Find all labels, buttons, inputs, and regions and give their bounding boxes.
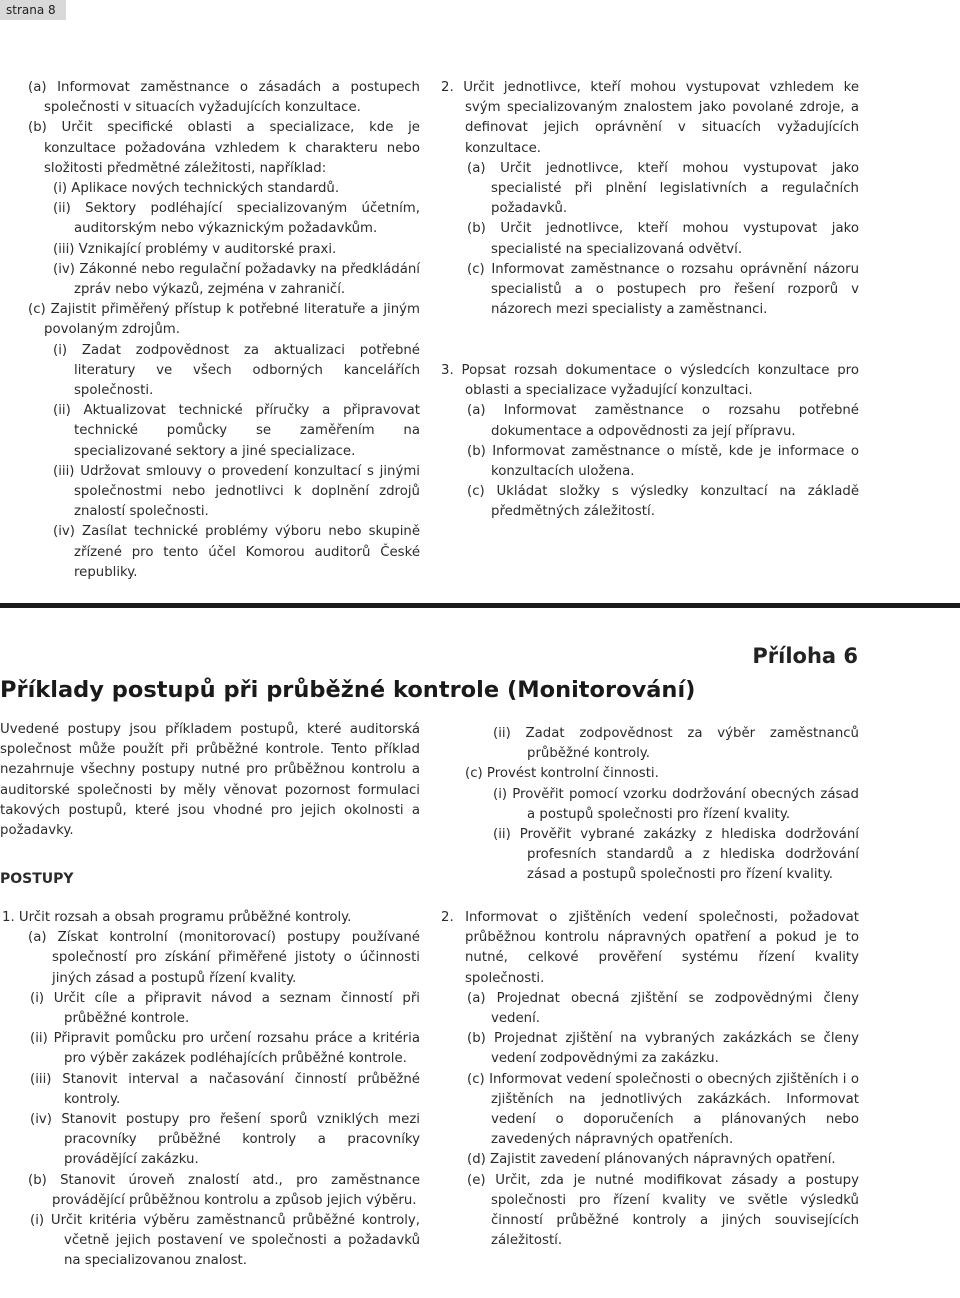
list-item: (c) Provést kontrolní činnosti. [465, 766, 659, 782]
list-item: (d) Zajistit zavedení plánovaných nápravných opatření. [467, 1152, 836, 1168]
list-item: (b) Projednat zjištění na vybraných zakázkách se členy vedení zodpovědnými za zakázku. [467, 1031, 859, 1067]
upper-right-column [441, 78, 859, 523]
list-item: (c) Informovat vedení společnosti o obecných zjištěních i o zjištěních na jednotlivých zakázkách. Informovat vedení o doporučeních a plánovaných nebo zavedených nápravných opatřeních. [467, 1071, 859, 1148]
list-item: (a) Získat kontrolní (monitorovací) postupy používané společností pro získání přiměřené jistoty o účinnosti jiných zásad a postupů řízení kvality. [28, 930, 420, 986]
list-item: (e) Určit, zda je nutné modifikovat zásady a postupy společnosti pro řízení kvality ve světle výsledků činností průběžné kontroly a jiných souvisejících záležitostí. [467, 1172, 859, 1249]
list-item: 2. Určit jednotlivce, kteří mohou vystupovat vzhledem ke svým specializovaným znalostem jako povolané zdroje, a definovat jejich oprávnění v situacích vyžadujících konzultace. [441, 80, 859, 156]
list-item [441, 334, 859, 348]
list-item: (ii) Prověřit vybrané zakázky z hlediska dodržování profesních standardů a z hlediska dodržování zásad a postupů společnosti pro řízení kvality. [493, 827, 859, 883]
lower-right-column [441, 908, 859, 1251]
list-item: (iii) Stanovit interval a načasování činností průběžné kontroly. [30, 1071, 420, 1107]
list-item: (i) Zadat zodpovědnost za aktualizaci potřebné literatury ve všech odborných kancelářích společnosti. [53, 342, 420, 399]
list-item: (i) Aplikace nových technických standardů. [53, 181, 340, 197]
page-number-tag: strana 8 [0, 0, 66, 20]
list-item: (iv) Zasílat technické problémy výboru nebo skupině zřízené pro tento účel Komorou auditorů České republiky. [53, 524, 420, 580]
list-item: (i) Určit cíle a připravit návod a seznam činností při průběžné kontrole. [30, 990, 420, 1027]
list-item: (ii) Sektory podléhající specializovaným účetním, auditorským nebo výkaznickým požadavkům. [53, 201, 420, 237]
section-divider [0, 603, 960, 608]
list-item: (c) Zajistit přiměřený přístup k potřebné literatuře a jiným povolaným zdrojům. [28, 302, 420, 338]
intro-column [0, 720, 420, 889]
list-item: (ii) Zadat zodpovědnost za výběr zaměstnanců průběžné kontroly. [493, 726, 859, 762]
list-item: 1. Určit rozsah a obsah programu průběžné kontroly. [2, 910, 352, 925]
procedures-heading: POSTUPY [0, 871, 74, 888]
appendix-label: Příloha 6 [752, 644, 858, 668]
list-item: (iii) Udržovat smlouvy o provedení konzultací s jinými společnostmi nebo jednotlivci k doplnění zdrojů znalostí společnosti. [53, 463, 420, 520]
section-title: Příklady postupů při průběžné kontrole (Monitorování) [0, 677, 696, 703]
list-item: (i) Určit kritéria výběru zaměstnanců průběžné kontroly, včetně jejich postavení ve společnosti a požadavků na specializovanou znalost. [30, 1213, 420, 1269]
list-item: (iv) Zákonné nebo regulační požadavky na předkládání zpráv nebo výkazů, zejména v zahraničí. [53, 261, 420, 298]
list-item: (iii) Vznikající problémy v auditorské praxi. [53, 241, 337, 257]
list-item: (a) Projednat obecná zjištění se zodpovědnými členy vedení. [467, 990, 859, 1027]
list-item: (c) Ukládat složky s výsledky konzultací na základě předmětných záležitostí. [467, 484, 859, 520]
list-item: (a) Určit jednotlivce, kteří mohou vystupovat jako specialisté při plnění legislativních a regulačních požadavků. [467, 160, 859, 217]
list-item: 2. Informovat o zjištěních vedení společnosti, požadovat průběžnou kontrolu nápravných opatření a pokud je to nutné, celkové prověření systému řízení kvality společnosti. [441, 910, 859, 986]
mid-right-column [465, 724, 859, 886]
list-item: (b) Určit specifické oblasti a specializace, kde je konzultace požadována vzhledem k charakteru nebo složitosti předmětné záležitosti, například: [28, 120, 420, 176]
lower-left-column [2, 908, 420, 1272]
list-item: (ii) Připravit pomůcku pro určení rozsahu práce a kritéria pro výběr zakázek podléhajících průběžné kontrole. [30, 1031, 420, 1067]
list-item: (b) Určit jednotlivce, kteří mohou vystupovat jako specialisté na specializovaná odvětví. [467, 221, 859, 257]
list-item: (a) Informovat zaměstnance o zásadách a postupech společnosti v situacích vyžadujících konzultace. [28, 80, 420, 116]
list-item: (ii) Aktualizovat technické příručky a připravovat technické pomůcky se zaměřením na specializované sektory a jiné specializace. [53, 403, 420, 459]
upper-left-column [28, 78, 420, 583]
list-item: (i) Prověřit pomocí vzorku dodržování obecných zásad a postupů společnosti pro řízení kvality. [493, 786, 859, 822]
list-item: (iv) Stanovit postupy pro řešení sporů vzniklých mezi pracovníky průběžné kontroly a pracovníky provádějící zakázku. [30, 1112, 420, 1168]
list-item: (b) Stanovit úroveň znalostí atd., pro zaměstnance provádějící průběžnou kontrolu a způsob jejich výběru. [28, 1172, 420, 1208]
intro-paragraph: Uvedené postupy jsou příkladem postupů, které auditorská společnost může použít při průběžné kontrole. Tento příklad nezahrnuje všechny postupy nutné pro průběžnou kontrolu a auditorské společnosti by měly věnovat pozornost formulaci takových postupů, které jsou vhodné pro jejich okolnosti a požadavky. [0, 722, 420, 839]
list-item: (b) Informovat zaměstnance o místě, kde je informace o konzultacích uložena. [467, 443, 859, 480]
list-item: 3. Popsat rozsah dokumentace o výsledcích konzultace pro oblasti a specializace vyžadující konzultaci. [441, 363, 859, 399]
list-item: (a) Informovat zaměstnance o rozsahu potřebné dokumentace a odpovědnosti za její přípravu. [467, 403, 859, 439]
list-item: (c) Informovat zaměstnance o rozsahu oprávnění názoru specialistů a o postupech pro řešení rozporů v názorech mezi specialisty a zaměstnanci. [467, 261, 859, 318]
